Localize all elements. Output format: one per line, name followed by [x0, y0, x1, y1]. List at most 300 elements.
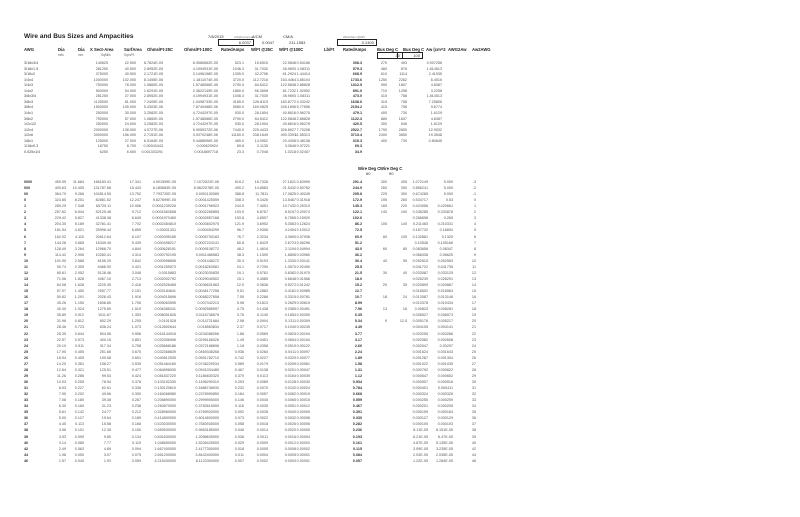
wire-deg-90-value: 90	[389, 171, 394, 176]
wire-cell: 0.00122	[296, 343, 310, 348]
wire-cell: 8.11E-05	[413, 428, 428, 433]
bus-cell: 1700	[378, 127, 387, 132]
bus-deg-input-2[interactable]: 100	[397, 52, 423, 59]
wire-row	[0, 180, 800, 186]
wire-row	[0, 289, 800, 295]
wire-cell: 11.26	[57, 373, 66, 378]
bus-cell: 1114	[399, 72, 407, 77]
wire-cell: 165	[380, 204, 387, 209]
wire-cell: 19.1	[236, 270, 244, 275]
wire-cell: 3.76	[236, 313, 244, 318]
wire-cell: 0.092	[234, 410, 244, 415]
wire-cell: 40	[471, 440, 476, 445]
bus-cell: 0.48138	[296, 138, 310, 143]
watts-per-sqin-input[interactable]: 0.2400	[337, 39, 377, 46]
wire-cell: 0.014721684	[197, 319, 219, 324]
wire-cell: 7.793720E-05	[152, 192, 176, 197]
col-ohm25: Ohms/Ft-25C	[147, 47, 174, 52]
bus-cell: 930.0	[234, 110, 244, 115]
wire-cell: 0.002608	[437, 337, 453, 342]
wire-cell: 300	[380, 180, 387, 184]
wire-cell: 0.1040	[284, 325, 296, 330]
bus-cell: 250000	[95, 122, 108, 127]
wire-cell: 5.439	[131, 240, 141, 245]
bus-cell: 1/4x4	[24, 77, 34, 82]
wire-cell: 0.00001	[296, 458, 310, 463]
wire-cell: 10	[471, 258, 476, 263]
wire-cell: 1.12	[354, 373, 362, 378]
bus-cell: 27.000	[124, 94, 136, 99]
wire-cell: 0.424056	[412, 204, 428, 209]
wire-cell: 0.000792	[412, 367, 428, 372]
wire-cell: 0.00309	[296, 319, 310, 324]
wire-cell: 131787.68	[93, 186, 111, 191]
wire-cell: 8	[473, 246, 476, 251]
wire-cell: 0.2999905000	[195, 398, 219, 403]
wire-cell: 5.98	[236, 301, 244, 306]
wire-cell: 1.024	[74, 307, 84, 312]
wire-cell: 0.0032	[284, 416, 296, 421]
wire-cell: 0.414800000	[154, 416, 176, 421]
wire-row	[0, 283, 800, 289]
wire-cell: 1.353	[131, 313, 141, 318]
wire-cell: 65729.11	[95, 204, 111, 209]
wire-cell: 0.018563834	[197, 325, 219, 330]
bus-cell: 0.80645	[428, 138, 442, 143]
wire-cell: 8.251	[74, 198, 84, 203]
wire-cell: 0.2378990850	[195, 392, 219, 397]
wire-cell: 140	[380, 210, 387, 215]
wire-cell: 0.675	[131, 349, 141, 354]
wire-cell: 0.066338	[412, 252, 428, 257]
wire-cell: 0.005217	[437, 319, 453, 324]
wire-cell: 3225.35	[97, 283, 111, 288]
wire-cell: 40.30	[56, 307, 66, 312]
bus-cell: 5580.0	[232, 105, 244, 110]
bus-cell: 490.3391	[280, 133, 296, 138]
bus-cell: 1250	[378, 77, 387, 82]
bus-cell: 1298	[398, 88, 407, 93]
bus-cell: 270	[380, 61, 387, 65]
wire-cell: 8.9622078E-05	[193, 186, 219, 191]
wire-cell: 0.0018263081	[195, 264, 219, 269]
wire-cell: 114.42	[54, 252, 66, 257]
bus-cell: 15.6515	[254, 61, 268, 65]
wire-cell: 31	[471, 386, 476, 391]
bus-cell: 2.3622149E-05	[192, 88, 218, 93]
wire-deg-90-header: Wire Deg C	[380, 166, 403, 171]
wire-cell: 17.341	[129, 180, 141, 184]
wire-cell: 0.150	[131, 428, 141, 433]
wire-cell: 0.052583	[437, 258, 453, 263]
wire-cell: 0.831630000	[154, 434, 176, 439]
wire-cell: 40	[382, 258, 387, 263]
bus-cell: 0.00043443	[143, 144, 163, 149]
bus-cell: 27.000	[124, 138, 136, 143]
bus-cell: 420.5	[352, 122, 362, 127]
bus-cell: 81.7232	[282, 88, 296, 93]
wire-cell: 25	[471, 349, 476, 354]
wire-cell: 0.005176	[412, 319, 428, 324]
wire-cell: 0.0005	[256, 446, 268, 451]
wire-cell: 0.573	[74, 337, 84, 342]
wire-cell: 166183.41	[93, 180, 111, 184]
bus-cell: 1046.3	[232, 66, 244, 71]
wire-cell: 0.40249	[296, 192, 310, 197]
wire-cell: 32	[24, 392, 29, 397]
wire-cell: 0.282	[352, 422, 362, 427]
bus-cell: 2.88828	[296, 116, 310, 121]
wire-cell: 0.002526465	[154, 283, 176, 288]
wire-cell: -3	[472, 180, 476, 184]
wire-cell: 0.0028	[256, 410, 268, 415]
bus-cell: 28.1904	[254, 122, 268, 127]
wire-row	[0, 459, 800, 465]
wire-cell: 9.266	[74, 192, 84, 197]
bus-cell: 4.0727E-06	[143, 127, 163, 132]
wire-cell: 6	[24, 234, 27, 239]
wire-cell: 0.010378	[412, 301, 428, 306]
wire-cell: 0.01242	[296, 283, 310, 288]
wire-cell: 0.046	[234, 428, 244, 433]
wire-cell: 3.14	[58, 440, 66, 445]
wire-cell: 26	[471, 355, 476, 360]
wire-cell: 3.07	[103, 452, 111, 457]
wire-cell: 0.559	[352, 398, 362, 403]
wire-cell: 0.004105	[412, 325, 428, 330]
bus-cell: 3.0646	[284, 144, 296, 149]
wire-cell: 24.77	[101, 410, 111, 415]
wire-cell: 0.0020	[284, 428, 296, 433]
bus-cell: 1312.9	[350, 83, 362, 88]
wire-row	[0, 253, 800, 259]
wire-cell: 22.57	[56, 337, 66, 342]
bus-cell: 45.9693	[282, 66, 296, 71]
bus-cell: 8.3580662E-05	[192, 61, 218, 65]
wire-cell: 0.00194	[296, 331, 310, 336]
bus-cell: 1.08311	[296, 66, 310, 71]
bus-cell: 493	[400, 61, 407, 65]
wire-cell: 300	[400, 192, 407, 197]
wire-cell: 9	[473, 252, 476, 257]
wire-row	[0, 410, 800, 416]
wire-cell: 4.115	[75, 234, 84, 239]
bus-cell: 2154.2	[350, 105, 362, 110]
wire-cell: 0.2085	[284, 307, 296, 312]
wire-cell: 0.00097	[296, 349, 310, 354]
wire-cell: 2.906	[74, 252, 84, 257]
wire-cell: 12	[471, 270, 476, 275]
wire-cell: 0000	[24, 180, 33, 184]
wire-cell: 4.6597	[256, 216, 268, 221]
wire-cell: 00	[24, 192, 29, 197]
wire-cell: 0.293	[234, 379, 244, 384]
wire-cell: 0.0451	[256, 337, 268, 342]
wire-cell: 0.012802644	[154, 325, 176, 330]
bus-cell: 7.70208	[296, 127, 310, 132]
wire-cell: 0.00781	[296, 295, 310, 300]
wire-cell: 0.007	[234, 458, 244, 463]
bus-cell: 1/8x1	[24, 138, 34, 143]
bus-cell: 31.7030	[254, 66, 268, 71]
wire-cell: 0.00015	[296, 398, 310, 403]
wire-cell: 0.361	[74, 361, 84, 366]
wire-cell: 5	[473, 228, 476, 233]
wire-cell: 29	[471, 373, 476, 378]
bus-cell: 126.8119	[252, 99, 268, 104]
wire-cell: 0.006527	[412, 313, 428, 318]
wire-cell: 20.10	[56, 343, 66, 348]
wire-cell: 0.040	[74, 458, 84, 463]
wire-cell: 802.29	[99, 319, 111, 324]
wire-cell: 0.000129	[437, 416, 453, 421]
bus-cell: 1.814513	[426, 94, 442, 99]
wire-cell: 0.6648	[284, 276, 296, 281]
bus-cell: 1125000	[93, 99, 108, 104]
wire-cell: 16	[402, 307, 407, 312]
wire-cell: 0.000628191	[154, 246, 176, 251]
bus-cell: 579.3	[352, 66, 362, 71]
wire-cell: 0.050	[74, 452, 84, 457]
wire-cell: 30	[382, 270, 387, 275]
wire-cell: 1608.65	[97, 301, 111, 306]
wire-cell: 619.2	[234, 180, 244, 184]
wire-cell: 104514.55	[93, 192, 111, 197]
wire-cell: 459.99	[54, 180, 66, 184]
wire-cell: 28	[471, 367, 476, 372]
wire-cell: 28	[24, 367, 29, 372]
wire-cell: 0.0941034480	[195, 367, 219, 372]
wire-cell: 0.160	[74, 404, 84, 409]
wire-cell: 42	[24, 446, 29, 451]
wire-cell: 0.00047	[296, 367, 310, 372]
wire-cell: 0.0825	[284, 331, 296, 336]
wire-row	[0, 368, 800, 374]
wire-cell: 0.000205	[437, 404, 453, 409]
wire-cell: 4.901559E-05	[152, 180, 176, 184]
wire-cell: 12.247	[129, 198, 141, 203]
wire-cell: 0.00390	[296, 313, 310, 318]
wire-cell: 25.5	[354, 264, 362, 269]
bus-cell: 315.3	[352, 138, 362, 143]
bus-cell: 1.08311	[296, 94, 310, 99]
wire-cell: 39	[471, 434, 476, 439]
bus-cell: 0.96276	[296, 122, 310, 127]
wire-cell: 1.57	[58, 458, 66, 463]
wire-cell: 409.63	[54, 186, 66, 191]
wire-cell: 0.189	[131, 416, 141, 421]
wire-cell: 1.450	[74, 289, 84, 294]
wire-cell: 0.00019	[296, 392, 310, 397]
wire-cell: 0.0904	[256, 319, 268, 324]
wire-row	[0, 435, 800, 441]
bus-cell: 1.5748066E-05	[192, 116, 218, 121]
wire-cell: 0.210331	[437, 222, 453, 227]
col-rated: RatedAmps	[221, 47, 245, 52]
wire-cell: 16349.45	[95, 240, 111, 245]
wire-cell: 122.1	[352, 210, 362, 215]
wire-cell: 39.38	[101, 398, 111, 403]
wire-cell: 0.064898930	[154, 367, 176, 372]
wire-cell: 6.35	[354, 313, 362, 318]
wire-cell: 0.001022	[412, 361, 428, 366]
wire-cell: 38.3	[236, 252, 244, 257]
wire-cell: 6.107	[131, 234, 141, 239]
wire-cell: 0.3636	[256, 283, 268, 288]
wire-cell: 46	[471, 458, 476, 463]
bus-cell: 5.9055372E-06	[192, 127, 218, 132]
col-awcm: Aw (cm^2	[426, 47, 446, 52]
bus-cell: 4.7244297E-05	[192, 110, 218, 115]
wire-row	[0, 192, 800, 198]
bus-cell: 122.5848	[280, 116, 296, 121]
bus-row	[0, 150, 800, 156]
wire-cell: 15.1	[236, 276, 244, 281]
bus-cell: 415	[380, 105, 387, 110]
bus-cell: 1046.3	[232, 94, 244, 99]
wire-cell: 0.202	[74, 392, 84, 397]
wire-cell: 0.000159	[412, 410, 428, 415]
wire-cell: 14.8583	[254, 186, 268, 191]
wire-cell: 0.1496290310	[195, 379, 219, 384]
bus-cell: 1/4x2	[24, 88, 34, 93]
wire-cell: 0.00039	[296, 373, 310, 378]
bus-cell: 1395.0	[232, 72, 244, 77]
wire-cell: 17.90	[56, 349, 66, 354]
bus-cell: 2650	[398, 127, 407, 132]
wire-cell: 31.96	[56, 319, 66, 324]
amps-per-area-input[interactable]: 6.0037	[218, 39, 254, 46]
wire-cell: 3.77	[354, 331, 362, 336]
wire-cell: 0.002582	[412, 337, 428, 342]
wire-cell: 0.059	[131, 458, 141, 463]
wire-cell: 8.151E-05	[435, 428, 453, 433]
wire-cell: 0.455	[74, 349, 84, 354]
wire-cell: 244.5	[234, 204, 244, 209]
wire-cell: 3.17	[354, 337, 362, 342]
col-rated2: RatedAmps	[343, 47, 367, 52]
bus-cell: 40.8616	[282, 122, 296, 127]
wire-cell: 2.713	[131, 276, 141, 281]
wire-cell: 1.18	[236, 343, 244, 348]
wire-cell: 10	[24, 258, 29, 263]
wire-cell: 0.0113	[256, 373, 268, 378]
wire-cell: 388.8	[234, 192, 244, 197]
wire-cell: 6.30	[58, 404, 66, 409]
wire-cell: 220	[400, 204, 407, 209]
wire-cell: 0.370	[234, 373, 244, 378]
wire-cell: 19	[471, 313, 476, 318]
wire-cell: 2028.43	[97, 295, 111, 300]
wire-row	[0, 259, 800, 265]
wire-cell: 0.31918	[296, 198, 310, 203]
wire-cell: 4.2494	[284, 228, 296, 233]
wire-cell: 11	[472, 264, 476, 269]
bus-cell: 2000000	[93, 127, 108, 132]
wire-cell: 0.0026	[284, 422, 296, 427]
wire-cell: 4.49	[354, 325, 362, 330]
wire-cell: 30.4	[354, 258, 362, 263]
wire-cell: 0.467	[352, 404, 362, 409]
wire-cell: 1.916	[131, 295, 141, 300]
wire-cell: 0.260870000	[154, 404, 176, 409]
wire-cell: 0.000100	[412, 422, 428, 427]
wire-cell: 0.058	[234, 422, 244, 427]
wire-cell: 17	[24, 301, 29, 306]
wire-cell: 0.105166	[437, 240, 453, 245]
wire-cell: 140	[400, 222, 407, 227]
wire-cell: 2.49	[58, 446, 66, 451]
wire-cell: 21.5432	[282, 186, 296, 191]
bus-cell: 0.907256	[426, 61, 442, 65]
bus-cell: 28.1804	[254, 110, 268, 115]
wire-cell: 0.003255	[412, 331, 428, 336]
wire-cell: 244.9	[352, 186, 362, 191]
wire-cell: 1.3330	[284, 258, 296, 263]
unit-mils: mils	[58, 53, 64, 57]
wire-cell: 50.82	[56, 295, 66, 300]
wire-cell: 18.7326	[254, 180, 268, 184]
wire-cell: 0.7583935000	[195, 422, 219, 427]
bus-cell: 9.4488596E-05	[192, 138, 218, 143]
bus-cell: 7.2405E-06	[143, 99, 163, 104]
wire-cell: 6.180683E-05	[152, 186, 176, 191]
wire-cell: 0.04994	[296, 246, 310, 251]
wire-cell: 64.08	[56, 283, 66, 288]
wire-cell: 0.0179	[256, 361, 268, 366]
wire-cell: 0.000201	[412, 404, 428, 409]
wire-cell: 0.0018	[256, 422, 268, 427]
wire-cell: 0.659530000	[154, 428, 176, 433]
bus-cell: 3/16x3/4	[24, 61, 39, 65]
bus-cell: 990	[380, 83, 387, 88]
wire-cell: 0.336285	[412, 210, 428, 215]
wire-row	[0, 277, 800, 283]
wire-cell: 0.113	[75, 422, 84, 427]
bus-cell: 2.8952E-05	[143, 66, 163, 71]
wire-cell: 0.073	[234, 416, 244, 421]
bus-cell: 0.07221	[296, 144, 310, 149]
bus-cell: 465.0	[234, 138, 244, 143]
wire-cell: 0.00001	[296, 452, 310, 457]
bus-deg-input[interactable]: 30	[377, 52, 403, 59]
wire-cell: 82881.52	[95, 198, 111, 203]
wire-cell: 0.000395185	[154, 234, 176, 239]
wire-cell: 29	[24, 373, 29, 378]
wire-cell: 5.3583	[284, 222, 296, 227]
bus-cell: 3/8x2	[24, 116, 34, 121]
wire-cell: 0.146	[234, 398, 244, 403]
wire-cell: 0.16694	[439, 228, 453, 233]
wire-row	[0, 307, 800, 313]
bus-cell: 2790.0	[232, 83, 244, 88]
wire-cell: 0.851	[131, 337, 141, 342]
wire-cell: 257.62	[54, 210, 66, 215]
wire-cell: 52125.48	[95, 210, 111, 215]
wire-cell: 0.101	[74, 428, 84, 433]
wire-row	[0, 228, 800, 234]
wire-cell: 0.080	[74, 440, 84, 445]
wire-cell: 3.53	[58, 434, 66, 439]
wire-cell: 0.000103	[437, 422, 453, 427]
bus-cell: 245.1696	[280, 105, 296, 110]
wire-cell: 0.391	[352, 410, 362, 415]
bus-cell: 11.55313	[294, 133, 310, 138]
bus-cell: 730	[400, 138, 407, 143]
wire-cell: 0.255	[74, 379, 84, 384]
bus-cell: 45.9693	[282, 94, 296, 99]
wire-row	[0, 295, 800, 301]
